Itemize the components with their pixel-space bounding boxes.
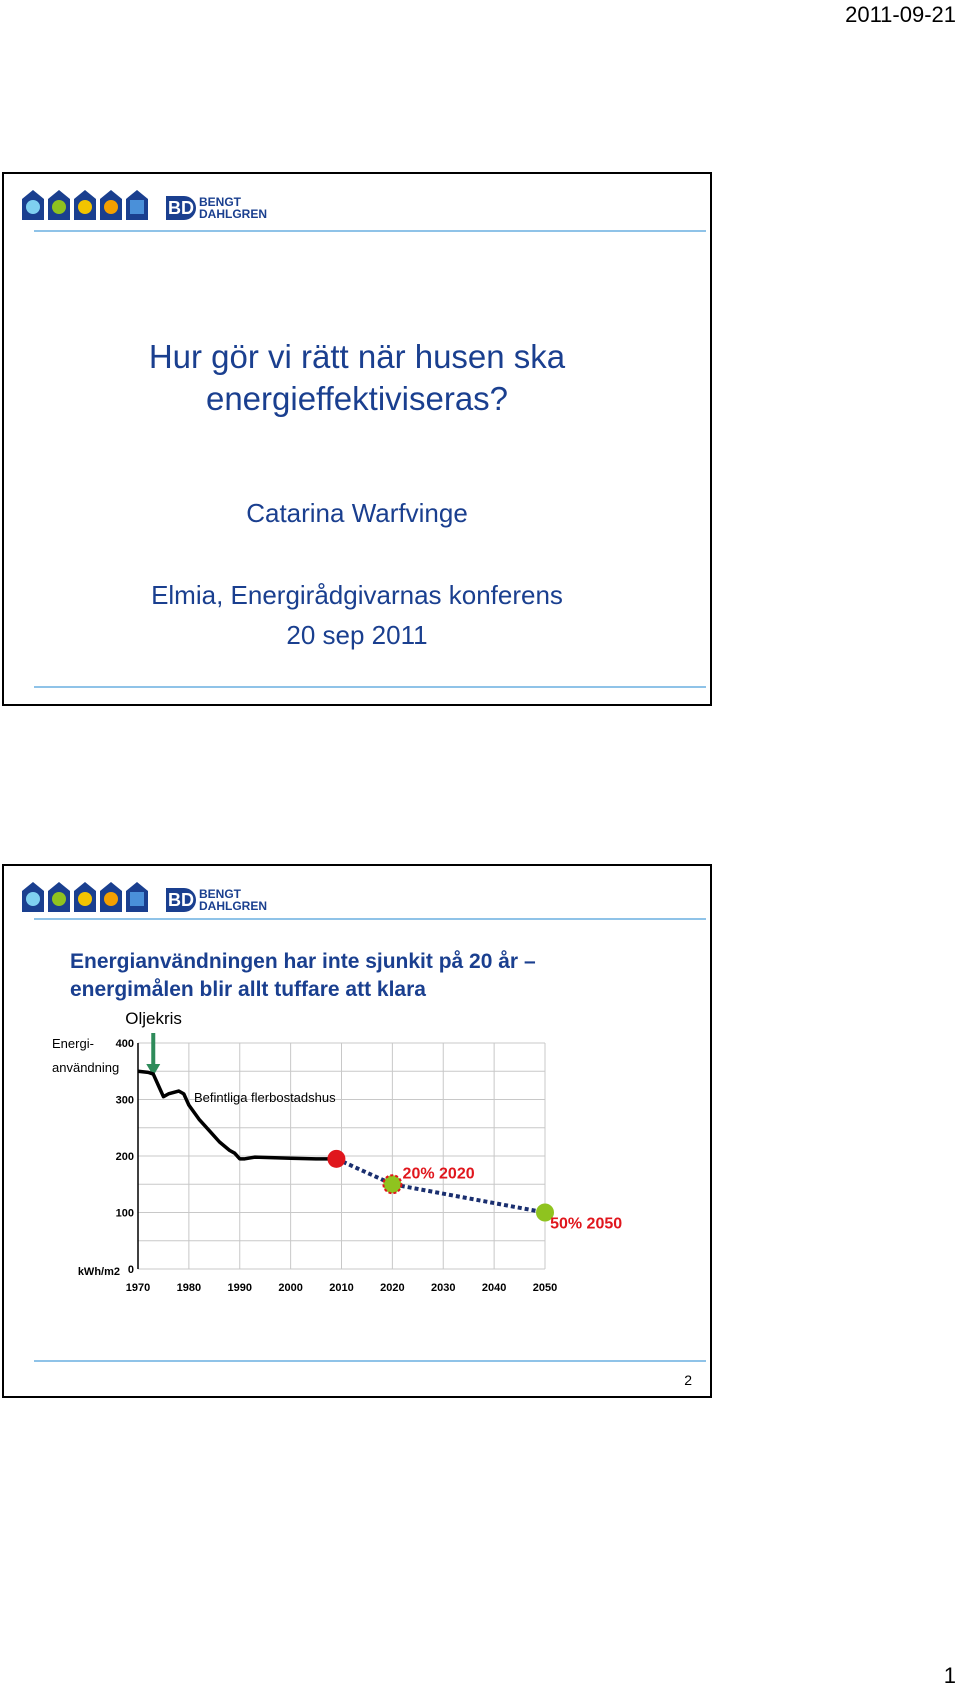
x-tick-label: 2000 xyxy=(278,1282,303,1294)
building-icon xyxy=(126,190,148,220)
energy-chart xyxy=(4,1006,710,1306)
target-label-2050: 50% 2050 xyxy=(550,1215,623,1233)
snowflake-icon xyxy=(22,882,44,912)
y-axis-label-2: användning xyxy=(52,1060,120,1075)
x-tick-label: 2010 xyxy=(329,1282,354,1294)
slide-title xyxy=(70,948,536,1004)
x-tick-label: 1990 xyxy=(227,1282,252,1294)
logo-text-2: DAHLGREN xyxy=(199,899,267,913)
x-tick-label: 1980 xyxy=(176,1282,202,1294)
annotation-oljekris: Oljekris xyxy=(125,1009,182,1028)
bd-mark: BD xyxy=(168,890,194,910)
x-tick-label: 2020 xyxy=(380,1282,405,1294)
slide-1 xyxy=(2,172,712,706)
title-line-1: Hur gör vi rätt när husen ska xyxy=(148,338,566,375)
flame-icon xyxy=(100,190,122,220)
target-label-2020: 20% 2020 xyxy=(402,1165,475,1183)
bd-mark: BD xyxy=(168,198,194,218)
y-tick-label: 100 xyxy=(115,1207,134,1220)
leaf-icon xyxy=(48,882,70,912)
y-tick-label: 300 xyxy=(115,1094,134,1107)
company-logo xyxy=(22,882,267,912)
title-line-2: energimålen blir allt tuffare att klara xyxy=(70,978,426,1001)
footer-rule xyxy=(34,1360,706,1362)
y-tick-label: 0 xyxy=(127,1264,134,1276)
flame-icon xyxy=(100,882,122,912)
header-date: 2011-09-21 xyxy=(845,2,956,27)
logo-text-2: DAHLGREN xyxy=(199,207,267,221)
author: Catarina Warfvinge xyxy=(246,498,468,528)
snowflake-icon xyxy=(22,190,44,220)
logo-text-1: BENGT xyxy=(199,195,241,209)
title-line-2: energieffektiviseras? xyxy=(205,380,509,417)
x-tick-label: 1970 xyxy=(125,1282,151,1294)
date: 20 sep 2011 xyxy=(286,620,428,650)
slide-title xyxy=(4,336,710,420)
target-point-current xyxy=(327,1150,345,1168)
sun-icon xyxy=(74,882,96,912)
slide-2 xyxy=(2,864,712,1398)
slide-number: 2 xyxy=(684,1372,692,1388)
x-tick-label: 2030 xyxy=(431,1282,456,1294)
building-icon xyxy=(126,882,148,912)
x-tick-label: 2040 xyxy=(481,1282,507,1294)
series-line xyxy=(138,1071,336,1159)
series-label: Befintliga flerbostadshus xyxy=(193,1089,336,1105)
event: Elmia, Energirådgivarnas konferens xyxy=(151,580,563,610)
y-tick-label: 200 xyxy=(115,1151,134,1163)
page-number: 1 xyxy=(943,1663,956,1688)
x-tick-label: 2050 xyxy=(532,1282,558,1294)
y-tick-label: 400 xyxy=(115,1038,134,1050)
y-axis-label-1: Energi- xyxy=(52,1036,94,1051)
leaf-icon xyxy=(48,190,70,220)
target-point-2020 xyxy=(383,1175,401,1193)
footer-rule xyxy=(34,686,706,688)
y-unit-label: kWh/m2 xyxy=(77,1266,120,1278)
logo-text-1: BENGT xyxy=(199,887,241,901)
sun-icon xyxy=(74,190,96,220)
header-rule xyxy=(34,918,706,920)
title-line-1: Energianvändningen har inte sjunkit på 20 år – xyxy=(70,950,536,973)
header-rule xyxy=(34,230,706,232)
company-logo xyxy=(22,190,267,220)
